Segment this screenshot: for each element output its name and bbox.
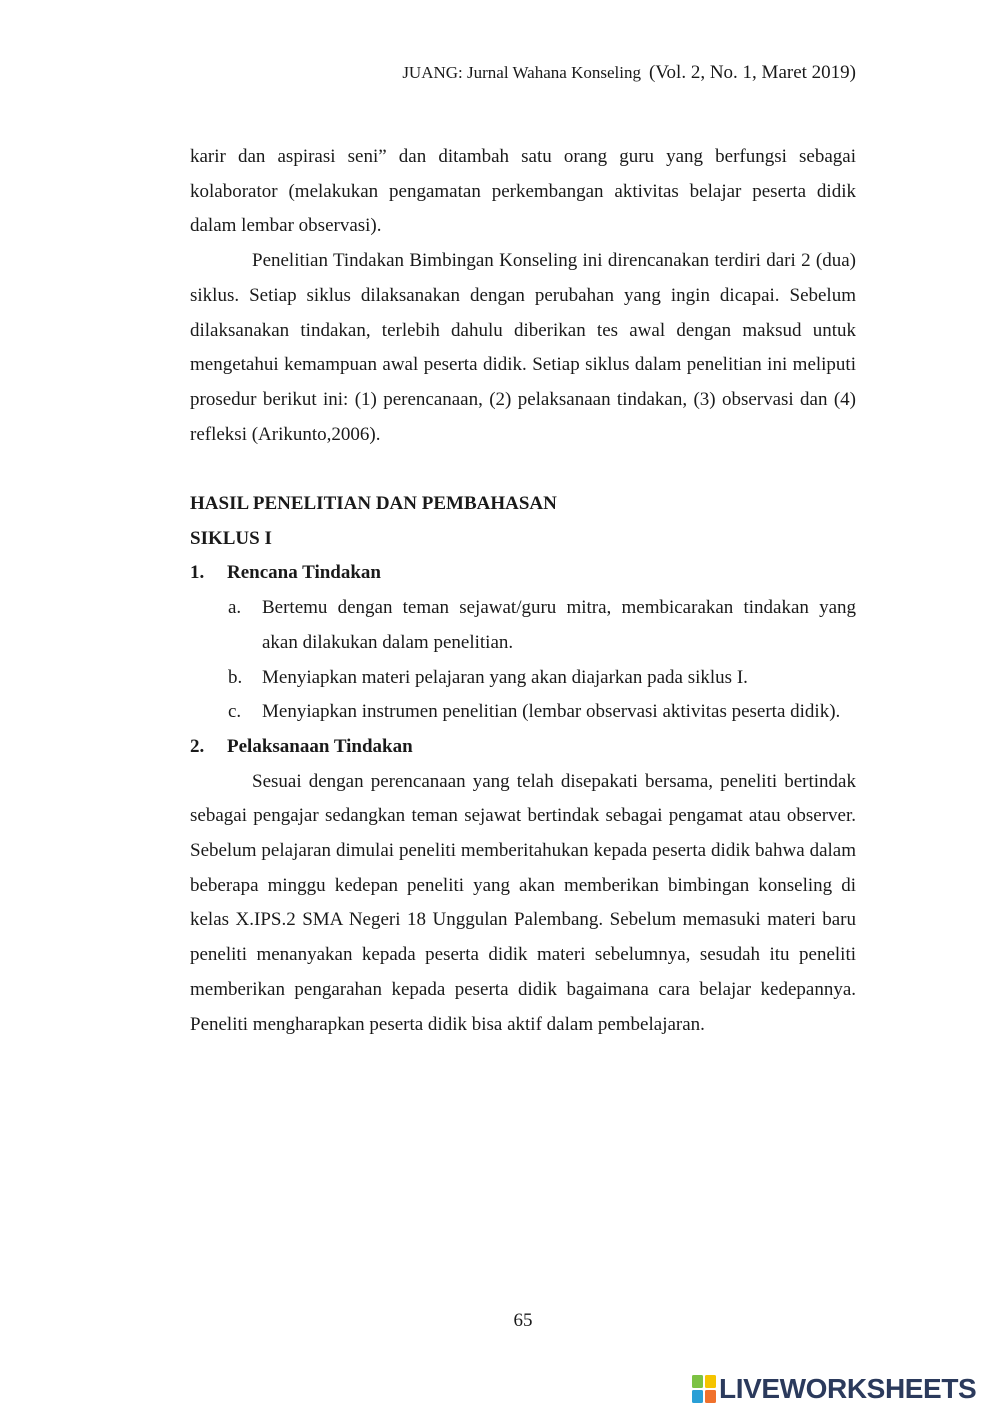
- liveworksheets-logo[interactable]: [692, 1373, 976, 1405]
- running-header: [190, 61, 856, 85]
- journal-name: JUANG: Jurnal Wahana Konseling: [402, 63, 641, 82]
- page-number: 65: [513, 1310, 533, 1331]
- step-title: Rencana Tindakan: [227, 562, 382, 584]
- step-heading-rencana-tindakan: [190, 556, 856, 591]
- list-item: [190, 695, 856, 730]
- list-item-text: Menyiapkan materi pelajaran yang akan diajarkan pada siklus I.: [262, 666, 748, 688]
- liveworksheets-logo-icon: [692, 1375, 716, 1403]
- list-marker: a.: [228, 597, 242, 619]
- section-heading: HASIL PENELITIAN DAN PEMBAHASAN: [190, 493, 557, 515]
- step-title: Pelaksanaan Tindakan: [227, 735, 413, 757]
- step-heading-pelaksanaan-tindakan: [190, 730, 856, 765]
- article-body: [190, 140, 856, 1042]
- paragraph: Penelitian Tindakan Bimbingan Konseling ini direncanakan terdiri dari 2 (dua) siklus. Setiap siklus dilaksanakan dengan perubahan yang ingin dicapai. Sebelum dilaksanakan tindakan, terlebih dahulu diberikan tes awal dengan maksud untuk mengetahui kemampuan awal peserta didik. Setiap siklus dalam penelitian ini meliputi prosedur berikut ini: (1) perencanaan, (2) pelaksanaan tindakan, (3) observasi dan (4) refleksi (Arikunto,2006).: [190, 250, 856, 445]
- list-item-text: Menyiapkan instrumen penelitian (lembar observasi aktivitas peserta didik).: [262, 701, 841, 723]
- list-item-text: Bertemu dengan teman sejawat/guru mitra, membicarakan tindakan yang akan dilakukan dalam penelitian.: [262, 597, 856, 653]
- step-number: 1.: [190, 562, 205, 584]
- list-marker: c.: [228, 701, 242, 723]
- list-item: [190, 591, 856, 660]
- paragraph: Sesuai dengan perencanaan yang telah disepakati bersama, peneliti bertindak sebagai pengajar sedangkan teman sejawat bertindak sebagai pengamat atau observer. Sebelum pelajaran dimulai peneliti memberitahukan kepada peserta didik bahwa dalam beberapa minggu kedepan peneliti yang akan memberikan bimbingan konseling di kelas X.IPS.2 SMA Negeri 18 Unggulan Palembang. Sebelum memasuki materi baru peneliti menanyakan kepada peserta didik materi sebelumnya, sesudah itu peneliti memberikan pengarahan kepada peserta didik bagaimana cara belajar kedepannya. Peneliti mengharapkan peserta didik bisa aktif dalam pembelajaran.: [190, 770, 856, 1035]
- paragraph: karir dan aspirasi seni” dan ditambah satu orang guru yang berfungsi sebagai kolaborator (melakukan pengamatan perkembangan aktivitas belajar peserta didik dalam lembar observasi).: [190, 146, 856, 237]
- list-marker: b.: [228, 666, 243, 688]
- journal-volume: (Vol. 2, No. 1, Maret 2019): [648, 62, 856, 83]
- liveworksheets-logo-text: LIVEWORKSHEETS: [719, 1373, 977, 1404]
- list-item: [190, 661, 856, 696]
- cycle-heading: SIKLUS I: [190, 527, 272, 549]
- step-number: 2.: [190, 735, 205, 757]
